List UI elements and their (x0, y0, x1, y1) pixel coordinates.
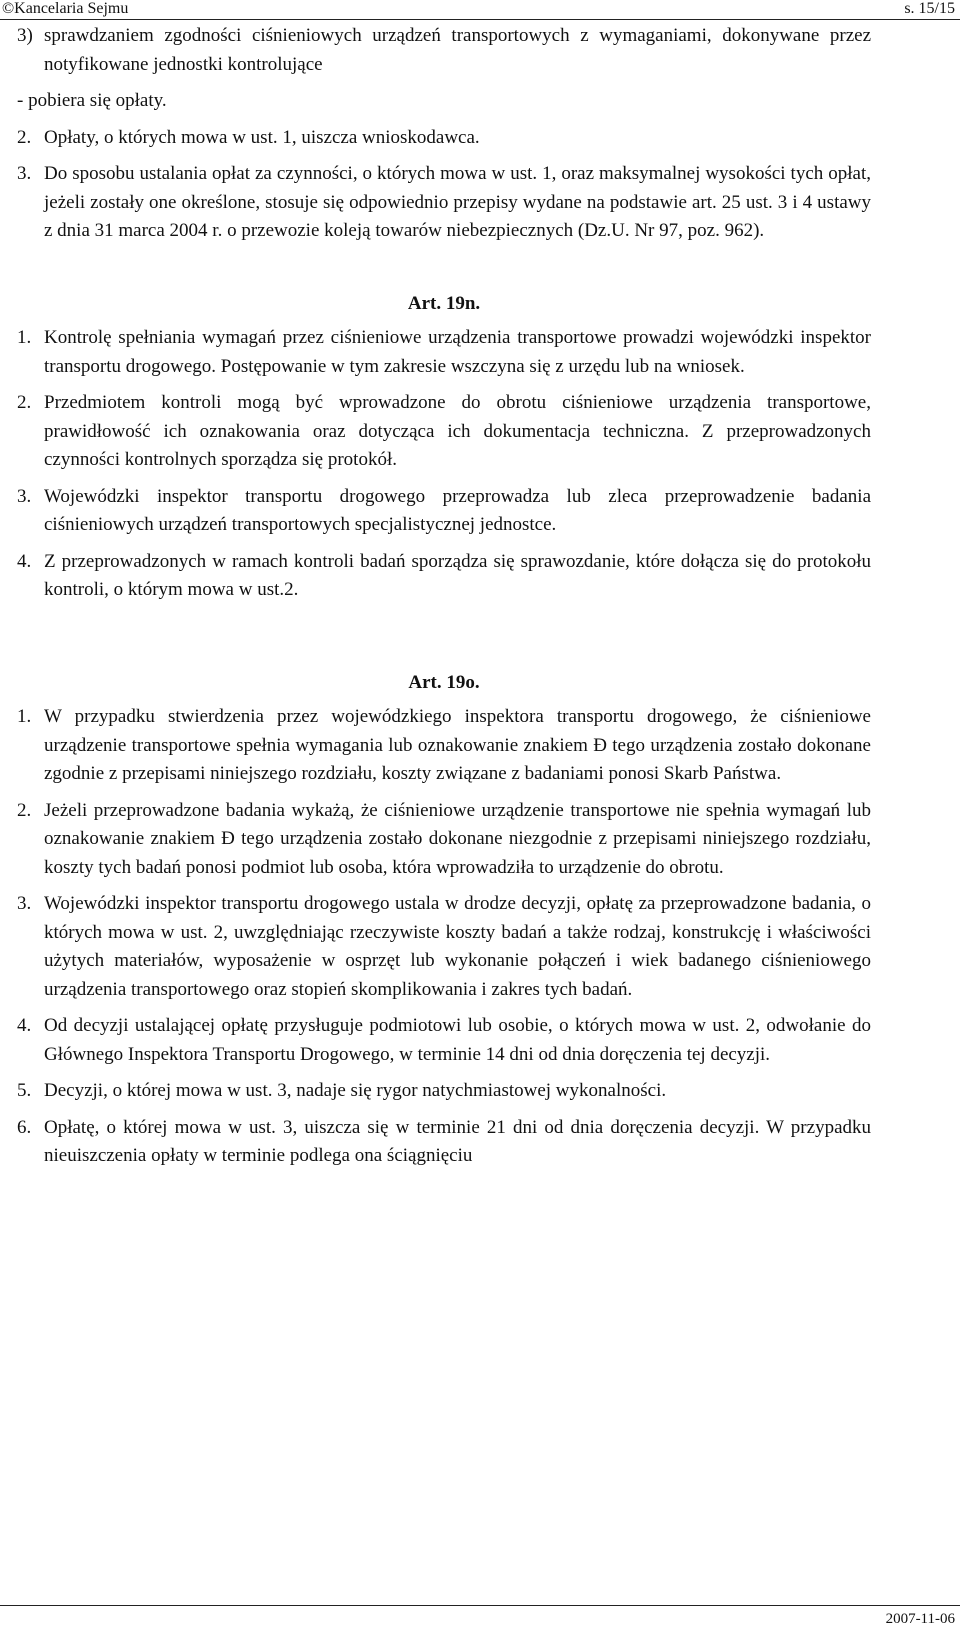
paragraph-text: Kontrolę spełniania wymagań przez ciśnieniowe urządzenia transportowe prowadzi wojewódzki inspektor transportu drogowego. Postępowanie w tym zakresie wszczyna się z urzędu lub na wniosek. (44, 327, 871, 377)
paragraph-text: Wojewódzki inspektor transportu drogowego przeprowadza lub zleca przeprowadzenie badania ciśnieniowych urządzeń transportowych specjalistycznej jednostce. (44, 485, 871, 535)
document-body (17, 22, 871, 1171)
paragraph-text: Decyzji, o której mowa w ust. 3, nadaje się rygor natychmiastowej wykonalności. (44, 1080, 667, 1101)
paragraph-number: 4. (17, 1015, 32, 1036)
paragraph-number: 3. (17, 893, 32, 914)
paragraph-number: 5. (17, 1080, 32, 1101)
art19o-ust-5 (17, 1077, 871, 1106)
art19n-ust-3 (17, 483, 871, 540)
paragraph-dash-clause (17, 87, 871, 116)
paragraph-ust-3 (17, 160, 871, 246)
paragraph-ust-2 (17, 124, 871, 153)
paragraph-text: sprawdzaniem zgodności ciśnieniowych urządzeń transportowych z wymaganiami, dokonywane przez notyfikowane jednostki kontrolujące (44, 25, 871, 75)
paragraph-number: 4. (17, 550, 32, 572)
paragraph-text: W przypadku stwierdzenia przez wojewódzkiego inspektora transportu drogowego, że ciśnieniowe urządzenie transportowe spełnia wymagania lub oznakowanie znakiem Đ tego urządzenia zostało dokonane zgodnie z przepisami niniejszego rozdziału, koszty związane z badaniami ponosi Skarb Państwa. (44, 706, 871, 784)
paragraph-text: - pobiera się opłaty. (17, 90, 167, 111)
paragraph-number: 1. (17, 706, 32, 727)
article-heading-19n: Art. 19n. (407, 292, 481, 314)
paragraph-number: 3. (17, 163, 32, 184)
paragraph-number: 2. (17, 799, 32, 821)
footer-date: 2007-11-06 (885, 1611, 955, 1627)
paragraph-text: Z przeprowadzonych w ramach kontroli badań sporządza się sprawozdanie, które dołącza się do protokołu kontroli, o którym mowa w ust.2. (44, 550, 871, 600)
article-heading-19o: Art. 19o. (408, 671, 480, 693)
header-rule (0, 19, 960, 20)
paragraph-item-3 (17, 22, 871, 79)
art19o-ust-4 (17, 1012, 871, 1069)
paragraph-text: Opłaty, o których mowa w ust. 1, uiszcza wnioskodawca. (44, 126, 480, 148)
paragraph-number: 3) (17, 25, 33, 46)
art19n-ust-1 (17, 324, 871, 381)
art19o-ust-2 (17, 797, 871, 883)
paragraph-text: Jeżeli przeprowadzone badania wykażą, że ciśnieniowe urządzenie transportowe nie spełnia wymagań lub oznakowanie znakiem Đ tego urządzenia zostało dokonane niezgodnie z przepisami niniejszego rozdziału, koszty tych badań ponosi podmiot lub osoba, która wprowadziła to urządzenie do obrotu. (44, 799, 871, 878)
art19o-ust-6 (17, 1114, 871, 1171)
art19o-ust-3 (17, 890, 871, 1004)
art19o-ust-1 (17, 703, 871, 789)
paragraph-text: Opłatę, o której mowa w ust. 3, uiszcza się w terminie 21 dni od dnia doręczenia decyzji. W przypadku nieuiszczenia opłaty w terminie podlega ona ściągnięciu (44, 1116, 871, 1166)
paragraph-number: 2. (17, 126, 32, 148)
paragraph-number: 3. (17, 485, 32, 507)
paragraph-text: Przedmiotem kontroli mogą być wprowadzone do obrotu ciśnieniowe urządzenia transportowe, prawidłowość ich oznakowania oraz dotycząca ich dokumentacja techniczna. Z przeprowadzonych czynności kontrolnych sporządza się protokół. (44, 392, 871, 470)
header-page-number: s. 15/15 (904, 0, 955, 17)
paragraph-text: Wojewódzki inspektor transportu drogowego ustala w drodze decyzji, opłatę za przeprowadzone badania, o których mowa w ust. 2, uwzględniając rzeczywiste koszty badań a także rodzaj, konstrukcję i właściwości użytych materiałów, wyposażenie w osprzęt lub wykonanie połączeń i wiek badanego ciśnieniowego urządzenia transportowego oraz stopień skomplikowania i zakres tych badań. (44, 893, 871, 1000)
paragraph-number: 1. (17, 327, 32, 348)
paragraph-text: Od decyzji ustalającej opłatę przysługuje podmiotowi lub osobie, o których mowa w ust. 2, odwołanie do Głównego Inspektora Transportu Drogowego, w terminie 14 dni od dnia doręczenia tej decyzji. (44, 1015, 871, 1065)
footer-rule (0, 1605, 960, 1606)
paragraph-text: Do sposobu ustalania opłat za czynności, o których mowa w ust. 1, oraz maksymalnej wysokości tych opłat, jeżeli zostały one określone, stosuje się odpowiednio przepisy wydane na podstawie art. 25 ust. 3 i 4 ustawy z dnia 31 marca 2004 r. o przewozie koleją towarów niebezpiecznych (Dz.U. Nr 97, poz. 962). (44, 163, 871, 241)
art19n-ust-4 (17, 548, 871, 605)
header-copyright: ©Kancelaria Sejmu (2, 0, 129, 17)
art19n-ust-2 (17, 389, 871, 475)
page-header (0, 0, 960, 21)
paragraph-number: 2. (17, 392, 32, 413)
paragraph-number: 6. (17, 1116, 32, 1138)
